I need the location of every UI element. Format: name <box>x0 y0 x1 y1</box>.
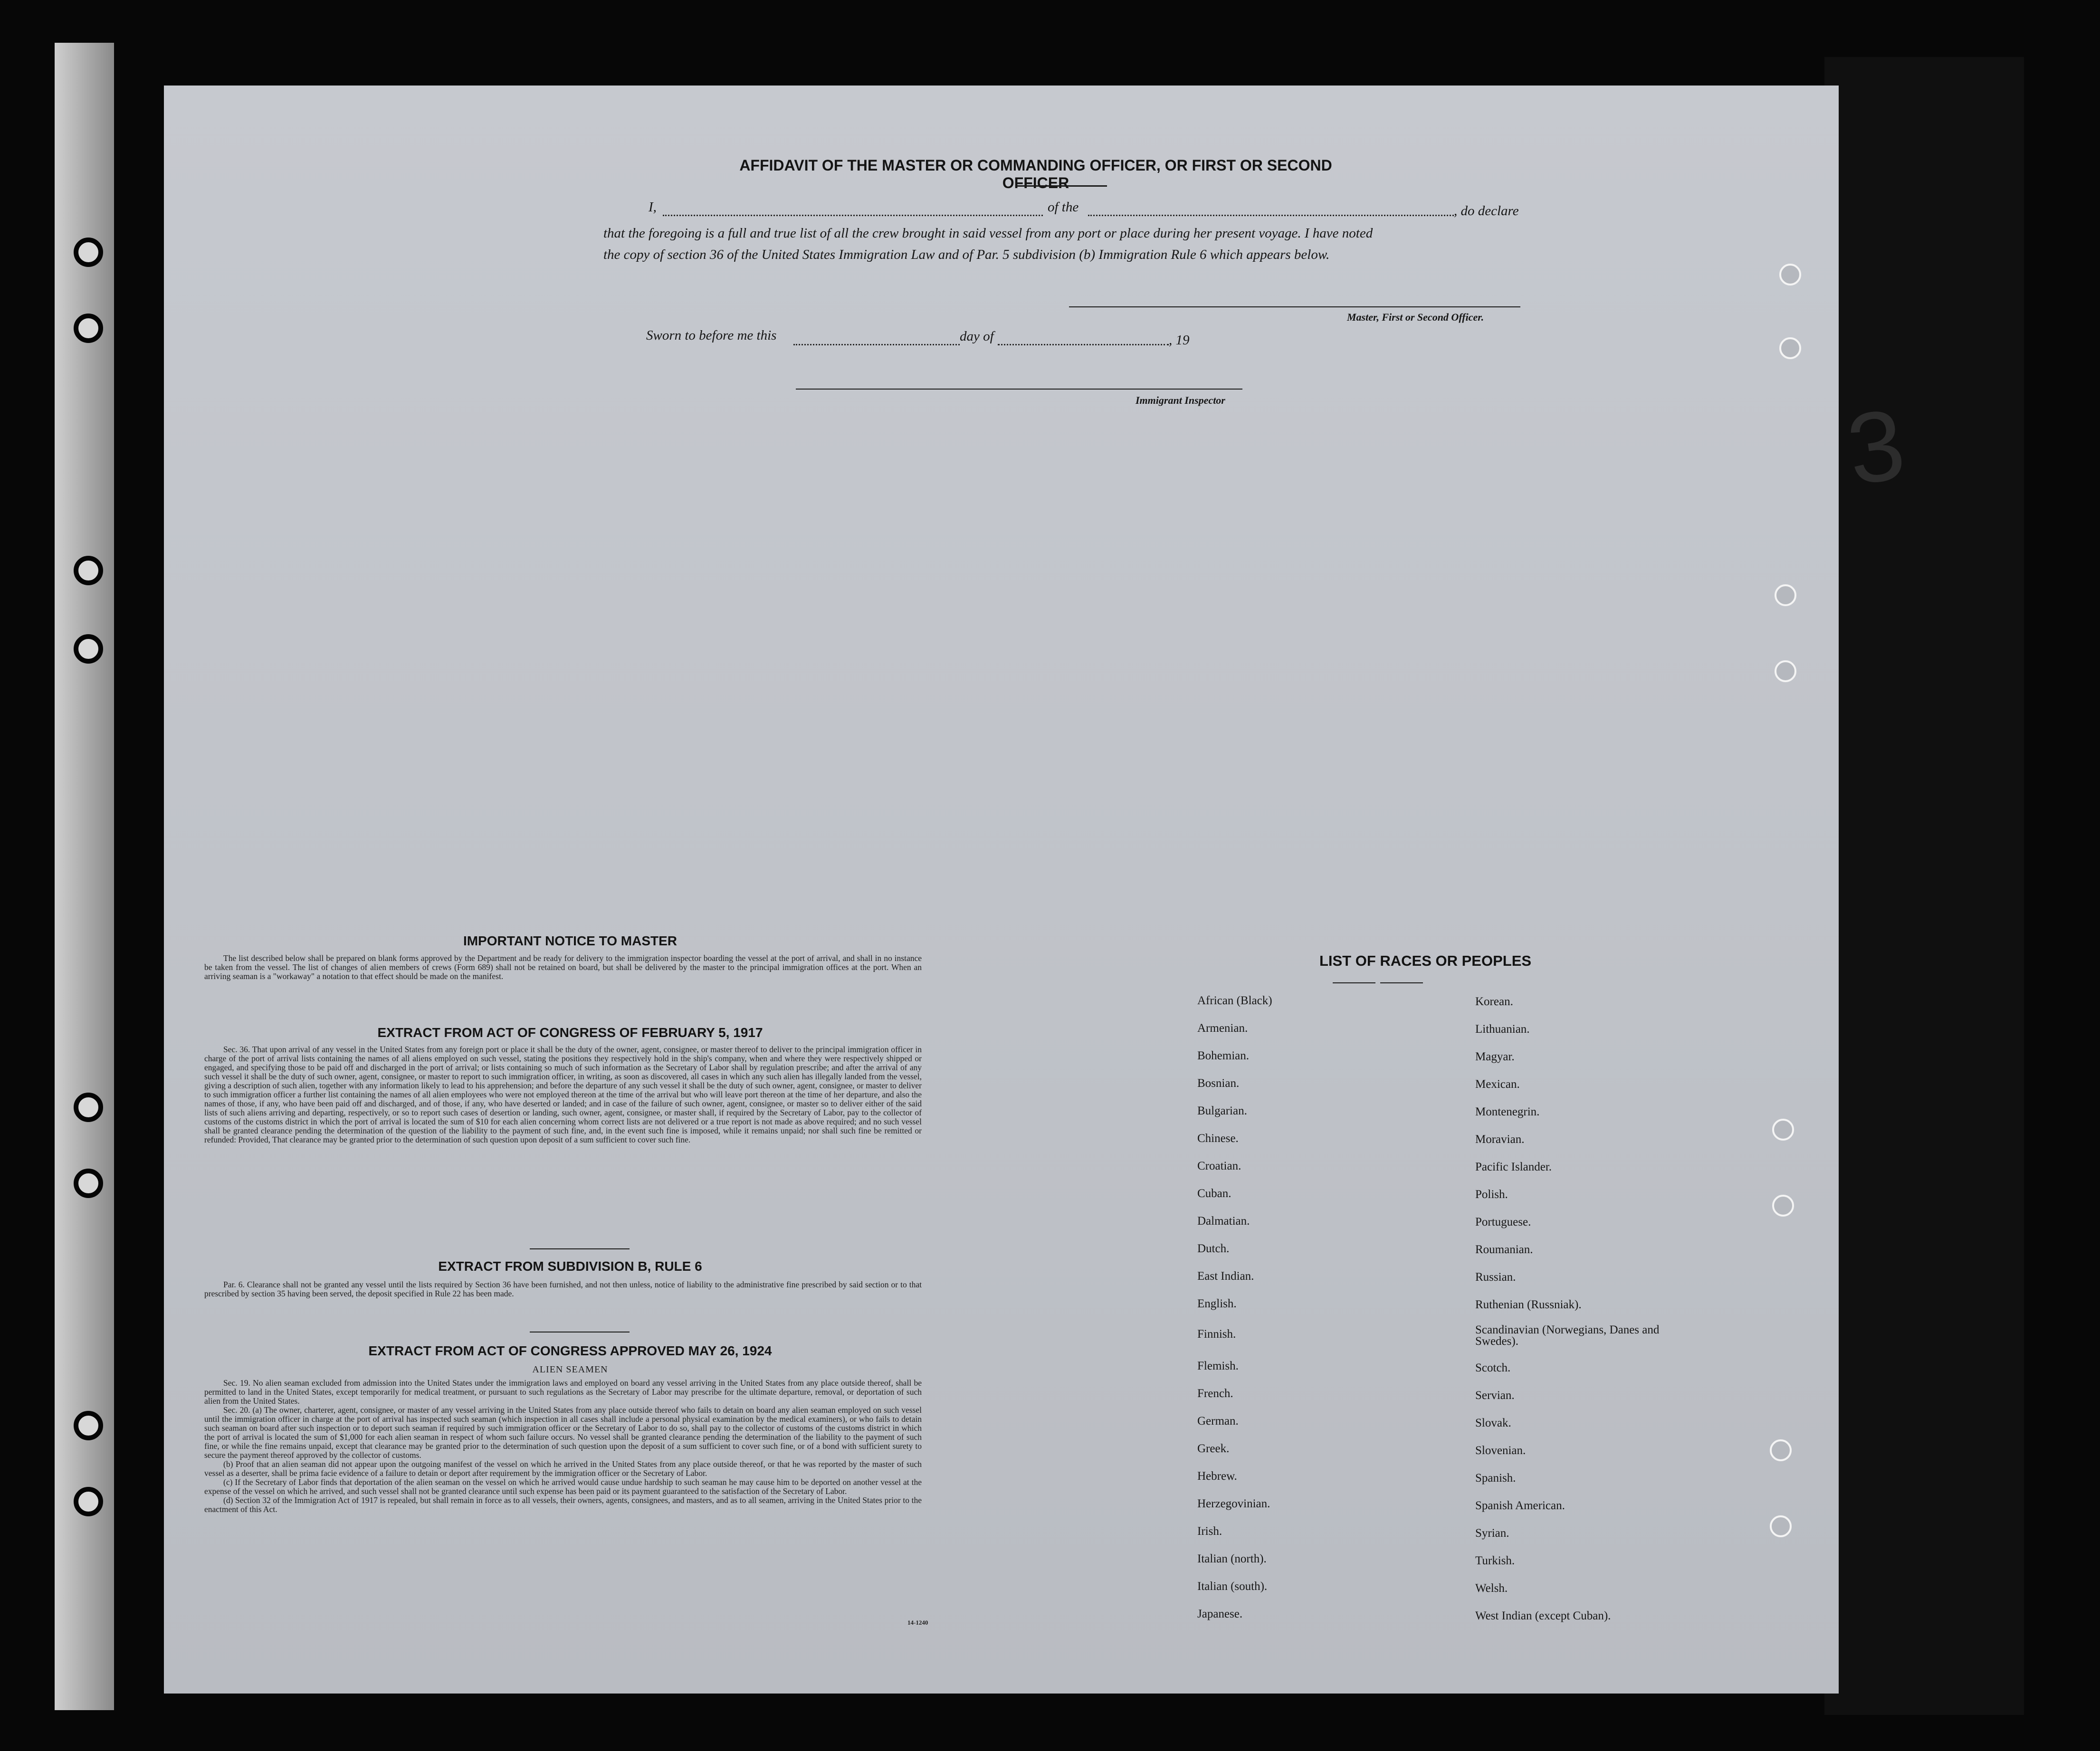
rule6-paragraph: Par. 6. Clearance shall not be granted any vessel until the lists required by Section 36 have been furnished, and not then unless, notice of liability to the administrative fine prescribed by said section or to that prescribed by section 35 having been served, the deposit specified in Rule 22 has been made. <box>204 1280 922 1298</box>
extract-1924-paragraph: Sec. 19. No alien seaman excluded from admission into the United States under the immigration laws and employed on board any vessel arriving in the United States from any place outside thereof, shall be permitted to land in the United States, except temporarily for medical treatment, or pursuant to such regulations as the Secretary of Labor may prescribe for the ultimate departure, removal, or deportation of such alien from the United States. <box>204 1378 922 1406</box>
binder-hole <box>74 1487 103 1516</box>
right-item: Portuguese. <box>1475 1216 1531 1228</box>
left-item: Japanese. <box>1197 1608 1243 1620</box>
right-item: Turkish. <box>1475 1554 1515 1567</box>
inspector-signature-label: Immigrant Inspector <box>1136 394 1225 406</box>
right-item: Slovak. <box>1475 1417 1511 1429</box>
left-item: Greek. <box>1197 1442 1230 1455</box>
name-blank[interactable] <box>663 215 1043 216</box>
right-item: Slovenian. <box>1475 1444 1526 1457</box>
rule6-text <box>204 1280 922 1298</box>
inspector-signature-line[interactable] <box>796 389 1242 390</box>
left-item: Bohemian. <box>1197 1049 1250 1062</box>
binder-hole <box>74 1169 103 1198</box>
extract-1924-paragraph: (c) If the Secretary of Labor finds that deportation of the alien seaman on the vessel on which he arrived would cause undue hardship to such seaman he may cause him to be deported on another vessel at the expense of the vessel on which he arrived, and such vessel shall not be granted clearance until such expense has been paid or its payment guaranteed to the satisfaction of the Secretary of Labor. <box>204 1477 922 1496</box>
left-item: Armenian. <box>1197 1022 1248 1035</box>
page-ring <box>1772 1195 1794 1217</box>
races-underline <box>1380 982 1423 983</box>
year-label: , 19 <box>1169 333 1190 348</box>
alien-seamen-subheading: ALIEN SEAMEN <box>532 1364 608 1375</box>
right-item: Korean. <box>1475 995 1513 1008</box>
extract-1924-paragraph: Sec. 20. (a) The owner, charterer, agent, consignee, or master of any vessel arriving in the United States from any place outside thereof who fails to detain on board any alien seaman employed on such vessel until the immigration officer in charge at the port of arrival has inspected such seaman (which inspection in all cases shall include a personal physical examination by the medical examiners), or who fails to detain such seaman on board after such inspection or to deport such seaman if required by such immigration officer or the Secretary of Labor to do so, shall pay to the collector of customs of the customs district in which the port of arrival is located the sum of $1,000 for each alien seaman in respect of whom such failure occurs. No vessel shall be granted clearance pending the determination of the liability to the payment of such fine, or while the fine remains unpaid, except that clearance may be granted prior to the determination of such question upon the deposit of a sum sufficient to cover such fine, or of a bond with sufficient surety to secure the payment thereof approved by the collector of customs. <box>204 1405 922 1460</box>
page-ring <box>1775 584 1796 606</box>
sworn-month-blank[interactable] <box>998 344 1169 345</box>
right-item: West Indian (except Cuban). <box>1475 1609 1611 1622</box>
left-item: Italian (north). <box>1197 1552 1267 1565</box>
notice-paragraph: The list described below shall be prepared on blank forms approved by the Department and be ready for delivery to the immigration inspector boarding the vessel at the port of arrival, and shall in no instance be taken from the vessel. The list of changes of alien members of crews (Form 689) shall not be retained on board, but shall be delivered by the master to the principal immigration offices at the port. When an arriving seaman is a "workaway" a notation to that effect should be made on the manifest. <box>204 953 922 981</box>
sworn-label: Sworn to before me this <box>646 328 777 343</box>
extract-1924-paragraph: (d) Section 32 of the Immigration Act of 1917 is repealed, but shall remain in force as to all vessels, their owners, agents, consignees, and masters, and as to all seamen, arriving in the United States prior to the enactment of this Act. <box>204 1495 922 1514</box>
page-ring <box>1772 1119 1794 1141</box>
extract-1917-paragraph: Sec. 36. That upon arrival of any vessel in the United States from any foreign port or place it shall be the duty of the owner, agent, consignee, or master thereof to deliver to the principal immigration officer in charge of the port of arrival lists containing the names of all aliens employed on such vessel, stating the positions they respectively hold in the ship's company, when and where they were respectively shipped or engaged, and specifying those to be paid off and discharged in the port of arrival; or lists containing so much of such information as the Secretary of Labor shall by regulation prescribe; and after the arrival of any such vessel it shall be the duty of such owner, agent, consignee, or master to report to such immigration officer, in writing, as soon as discovered, all cases in which any such alien has illegally landed from the vessel, giving a description of such alien, together with any information likely to lead to his apprehension; and before the departure of any such vessel it shall be the duty of such owner, agent, consignee, or master to deliver to such immigration officer a further list containing the names of all alien employees who were not employed thereon at the time of the arrival but who will leave port thereon at the time of her departure, and also the names of those, if any, who have been paid off and discharged, and of those, if any, who have deserted or landed; and in case of the failure of such owner, agent, consignee, or master so to deliver either of the said lists of such aliens arriving and departing, respectively, or so to report such cases of desertion or landing, such owner, agent, consignee, or master shall, if required by the Secretary of Labor, pay to the collector of customs of the customs district in which the port of arrival is located the sum of $10 for each alien concerning whom correct lists are not delivered or a true report is not made as above required; and no such vessel shall be granted clearance pending the determination of the question of the liability to the payment of such fine, and, in the event such fine is imposed, while it remains unpaid; nor shall such fine be remitted or refunded: Provided, That clearance may be granted prior to the determination of such question upon deposit of a sum sufficient to cover such fine. <box>204 1045 922 1144</box>
right-item: Roumanian. <box>1475 1243 1533 1256</box>
right-item: Pacific Islander. <box>1475 1161 1552 1173</box>
binder-hole <box>74 634 103 664</box>
right-item: Scotch. <box>1475 1361 1511 1374</box>
affidavit-of-the-label: of the <box>1048 200 1079 215</box>
extract-1924-heading: EXTRACT FROM ACT OF CONGRESS APPROVED MAY 26, 1924 <box>368 1343 772 1358</box>
left-item: African (Black) <box>1197 994 1272 1007</box>
backing-sheet <box>1824 57 2024 1715</box>
title-underline <box>1017 185 1107 187</box>
sworn-day-blank[interactable] <box>793 344 960 345</box>
right-item: Scandinavian (Norwegians, Danes and Swedes). <box>1475 1323 1660 1348</box>
right-item: Russian. <box>1475 1271 1516 1284</box>
binder-strip <box>55 43 114 1710</box>
right-item: Polish. <box>1475 1188 1508 1201</box>
left-item: French. <box>1197 1387 1233 1400</box>
extract-1924-text <box>204 1379 922 1514</box>
races-title: LIST OF RACES OR PEOPLES <box>1319 952 1532 969</box>
binder-hole <box>74 238 103 267</box>
left-item: Croatian. <box>1197 1160 1241 1172</box>
day-of-label: day of <box>960 329 994 344</box>
right-item: Spanish American. <box>1475 1499 1565 1512</box>
extract-1917-heading: EXTRACT FROM ACT OF CONGRESS OF FEBRUARY 5, 1917 <box>377 1025 763 1040</box>
left-item: Bulgarian. <box>1197 1104 1247 1117</box>
binder-hole <box>74 1093 103 1122</box>
rule6-heading: EXTRACT FROM SUBDIVISION B, RULE 6 <box>438 1259 702 1274</box>
right-item: Servian. <box>1475 1389 1515 1402</box>
affidavit-line-3: the copy of section 36 of the United States Immigration Law and of Par. 5 subdivision (b) Immigration Rule 6 which appears below. <box>603 247 1330 262</box>
races-underline <box>1333 982 1375 983</box>
binder-hole <box>74 314 103 343</box>
margin-note: 3 <box>1841 388 1911 506</box>
right-item: Magyar. <box>1475 1050 1515 1063</box>
right-item: Montenegrin. <box>1475 1105 1540 1118</box>
notice-text <box>204 954 922 981</box>
binder-hole <box>74 1411 103 1440</box>
left-item: Bosnian. <box>1197 1077 1240 1090</box>
page-ring <box>1779 337 1801 359</box>
right-item: Moravian. <box>1475 1133 1525 1146</box>
page-ring <box>1775 660 1796 682</box>
left-item: Irish. <box>1197 1525 1222 1538</box>
affidavit-i-label: I, <box>649 200 657 215</box>
left-item: Italian (south). <box>1197 1580 1268 1593</box>
left-item: Dalmatian. <box>1197 1215 1250 1228</box>
form-number: 14-1240 <box>907 1619 928 1626</box>
extract-1917-text <box>204 1045 922 1144</box>
master-signature-label: Master, First or Second Officer. <box>1347 311 1484 323</box>
left-item: Dutch. <box>1197 1242 1230 1255</box>
affidavit-do-declare: , do declare <box>1454 203 1519 219</box>
page-ring <box>1779 264 1801 285</box>
binder-hole <box>74 556 103 585</box>
right-item: Lithuanian. <box>1475 1023 1530 1036</box>
vessel-blank[interactable] <box>1088 215 1454 216</box>
left-item: East Indian. <box>1197 1270 1254 1283</box>
left-item: Finnish. <box>1197 1328 1236 1341</box>
right-item: Syrian. <box>1475 1527 1509 1540</box>
right-item: Welsh. <box>1475 1582 1508 1595</box>
left-item: Chinese. <box>1197 1132 1239 1145</box>
page-ring <box>1770 1439 1792 1461</box>
left-item: Cuban. <box>1197 1187 1231 1200</box>
affidavit-title: AFFIDAVIT OF THE MASTER OR COMMANDING OFFICER, OR FIRST OR SECOND OFFICER <box>739 157 1332 191</box>
notice-heading: IMPORTANT NOTICE TO MASTER <box>463 933 678 948</box>
section-divider <box>530 1248 630 1249</box>
left-item: Flemish. <box>1197 1360 1239 1372</box>
right-item: Spanish. <box>1475 1472 1516 1485</box>
left-item: English. <box>1197 1297 1237 1310</box>
right-item: Mexican. <box>1475 1078 1520 1091</box>
page-ring <box>1770 1515 1792 1537</box>
affidavit-line-2: that the foregoing is a full and true list of all the crew brought in said vessel from any port or place during her present voyage. I have noted <box>603 226 1373 241</box>
left-item: Herzegovinian. <box>1197 1497 1270 1510</box>
right-item: Ruthenian (Russniak). <box>1475 1298 1582 1311</box>
left-item: German. <box>1197 1415 1239 1427</box>
left-item: Hebrew. <box>1197 1470 1237 1483</box>
master-signature-line[interactable] <box>1069 306 1520 307</box>
extract-1924-paragraph: (b) Proof that an alien seaman did not appear upon the outgoing manifest of the vessel on which he arrived in the United States from any place outside thereof, or that he was reported by the master of such vessel as a deserter, shall be prima facie evidence of a failure to detain or deport after requirement by the immigration officer or the Secretary of Labor. <box>204 1459 922 1478</box>
